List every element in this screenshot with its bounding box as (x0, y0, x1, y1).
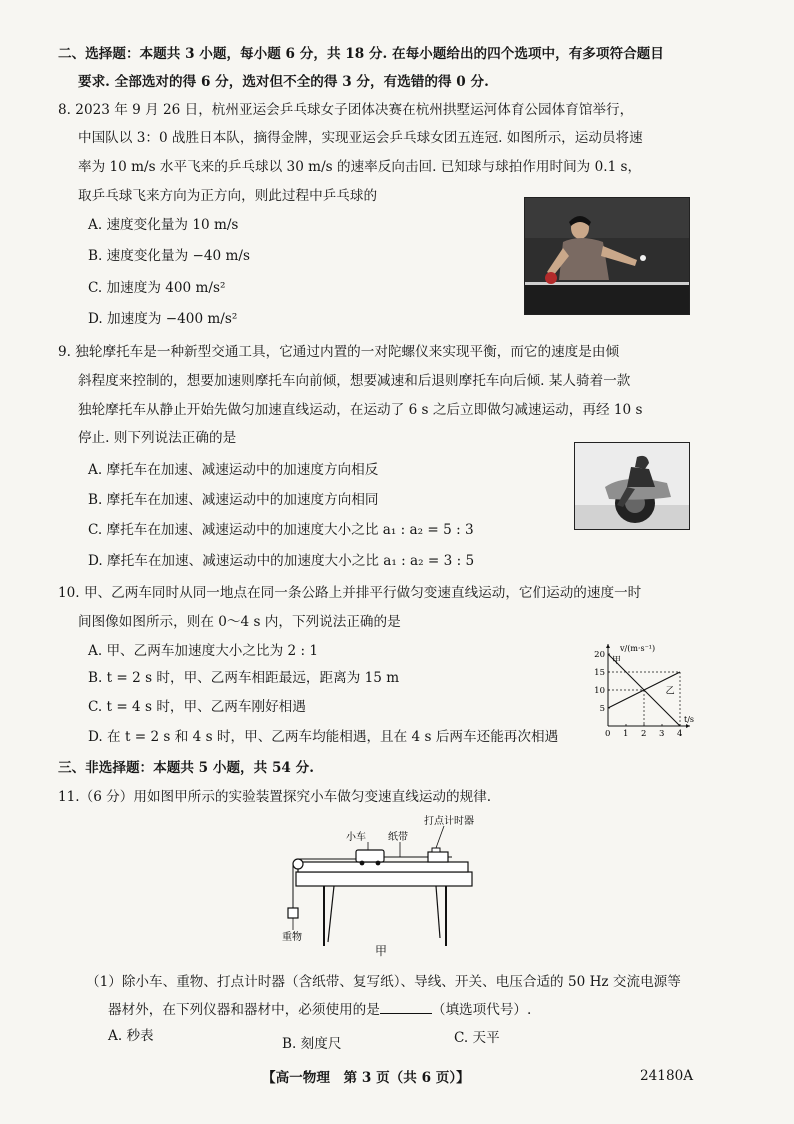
x-tick-label: 2 (641, 729, 647, 739)
x-tick-label: 3 (659, 729, 665, 739)
q8-text-line: 8. 2023 年 9 月 26 日，杭州亚运会乒乓球女子团体决赛在杭州拱墅运河体育公园体育馆举行， (58, 102, 634, 118)
label-timer: 打点计时器 (424, 816, 474, 827)
series-label-jia: 甲 (612, 656, 622, 666)
q9-option-d[interactable]: D. 摩托车在加速、减速运动中的加速度大小之比 a₁ : a₂ = 3 : 5 (88, 553, 475, 569)
q8-option-b[interactable]: B. 速度变化量为 −40 m/s (88, 248, 250, 264)
monowheel-rider-image (575, 443, 689, 529)
q11-sub1-line2 (108, 1000, 531, 1020)
apparatus-figure (276, 812, 496, 958)
q8-option-a[interactable]: A. 速度变化量为 10 m/s (88, 217, 239, 233)
chart-y-axis-label: v/(m·s⁻¹) (620, 644, 656, 653)
cart-wheel (360, 861, 365, 866)
q11-option-a[interactable]: A. 秒表 (108, 1028, 154, 1044)
q11-option-c[interactable]: C. 天平 (454, 1030, 500, 1046)
q8-text-line: 取乒乓球飞来方向为正方向，则此过程中乒乓球的 (78, 188, 378, 204)
table-tennis-photo (524, 197, 690, 315)
q10-option-c[interactable]: C. t = 4 s 时，甲、乙两车刚好相遇 (88, 699, 306, 715)
q11-sub1-line1: （1）除小车、重物、打点计时器（含纸带、复写纸）、导线、开关、电压合适的 50 Hz 交流电源等 (86, 974, 681, 990)
hanging-weight (288, 908, 298, 918)
y-tick-label: 15 (594, 668, 605, 678)
q10-text-line: 10. 甲、乙两车同时从同一地点在同一条公路上并排平行做匀变速直线运动，它们运动的速度一时 (58, 585, 642, 601)
page-footer: 【高一物理 第 3 页（共 6 页）】 (262, 1070, 470, 1086)
q10-option-a[interactable]: A. 甲、乙两车加速度大小之比为 2 : 1 (88, 643, 319, 659)
q11-intro: 11.（6 分）用如图甲所示的实验装置探究小车做匀变速直线运动的规律. (58, 789, 492, 805)
monowheel-photo (574, 442, 690, 530)
chart-guide-lines (608, 672, 680, 726)
q9-text-line: 停止. 则下列说法正确的是 (78, 430, 237, 446)
q9-text-line: 独轮摩托车从静止开始先做匀加速直线运动，在运动了 6 s 之后立即做匀减速运动，再经 10 s (78, 402, 643, 418)
exam-code: 24180A (640, 1068, 694, 1084)
section2-heading-line1: 二、选择题：本题共 3 小题，每小题 6 分，共 18 分. 在每小题给出的四个选项中，有多项符合题目 (58, 46, 664, 62)
q9-text-line: 斜程度来控制的，想要加速则摩托车向前倾，想要减速和后退则摩托车向后倾. 某人骑着一款 (78, 373, 631, 389)
answer-blank[interactable] (380, 1001, 432, 1014)
table-top (296, 872, 472, 886)
series-label-yi: 乙 (665, 686, 675, 697)
cart (356, 850, 384, 862)
figure-caption: 甲 (375, 944, 388, 958)
velocity-time-chart (586, 640, 698, 744)
track-board (298, 862, 468, 872)
x-axis-arrow (686, 724, 690, 728)
x-tick-label: 1 (623, 729, 629, 739)
q8-option-c[interactable]: C. 加速度为 400 m/s² (88, 280, 226, 296)
table-tennis-player-image (525, 198, 689, 314)
q8-option-d[interactable]: D. 加速度为 −400 m/s² (88, 311, 238, 327)
q8-text-line: 中国队以 3：0 战胜日本队，摘得金牌，实现亚运会乒乓球女团五连冠. 如图所示，运动员将速 (78, 130, 643, 146)
q9-option-a[interactable]: A. 摩托车在加速、减速运动中的加速度方向相反 (88, 462, 379, 478)
q9-text-line: 9. 独轮摩托车是一种新型交通工具，它通过内置的一对陀螺仪来实现平衡，而它的速度是由倾 (58, 344, 620, 360)
table-leg (328, 886, 334, 942)
ticker-timer (428, 852, 448, 862)
y-tick-label: 20 (594, 650, 605, 660)
q11-sub1-line2-text: 器材外，在下列仪器和器材中，必须使用的是 (108, 1002, 380, 1018)
leader-line (436, 826, 444, 848)
section3-heading: 三、非选择题：本题共 5 小题，共 54 分. (58, 760, 314, 776)
q10-option-d[interactable]: D. 在 t = 2 s 和 4 s 时，甲、乙两车均能相遇，且在 4 s 后两车还能再次相遇 (88, 729, 559, 745)
y-tick-label: 10 (594, 686, 605, 696)
x-tick-label: 0 (605, 729, 611, 739)
q9-option-b[interactable]: B. 摩托车在加速、减速运动中的加速度方向相同 (88, 492, 379, 508)
section2-heading-line2: 要求. 全部选对的得 6 分，选对但不全的得 3 分，有选错的得 0 分. (78, 74, 489, 90)
label-weight: 重物 (282, 932, 302, 943)
y-axis-arrow (606, 644, 610, 648)
q10-text-line: 间图像如图所示，则在 0～4 s 内，下列说法正确的是 (78, 614, 401, 630)
pulley (293, 859, 303, 869)
q8-text-line: 率为 10 m/s 水平飞来的乒乓球以 30 m/s 的速率反向击回. 已知球与球拍作用时间为 0.1 s， (78, 159, 642, 175)
x-tick-label: 4 (677, 729, 683, 739)
label-cart: 小车 (346, 832, 366, 843)
q11-option-b[interactable]: B. 刻度尺 (282, 1036, 342, 1052)
table-leg (436, 886, 440, 938)
label-tape: 纸带 (388, 832, 408, 843)
ticker-timer-top (432, 848, 440, 852)
q9-option-c[interactable]: C. 摩托车在加速、减速运动中的加速度大小之比 a₁ : a₂ = 5 : 3 (88, 522, 474, 538)
q11-sub1-line2-tail: （填选项代号）. (431, 1002, 532, 1018)
y-tick-label: 5 (599, 704, 605, 714)
q10-option-b[interactable]: B. t = 2 s 时，甲、乙两车相距最远，距离为 15 m (88, 670, 400, 686)
chart-x-axis-label: t/s (684, 715, 695, 724)
cart-wheel (376, 861, 381, 866)
